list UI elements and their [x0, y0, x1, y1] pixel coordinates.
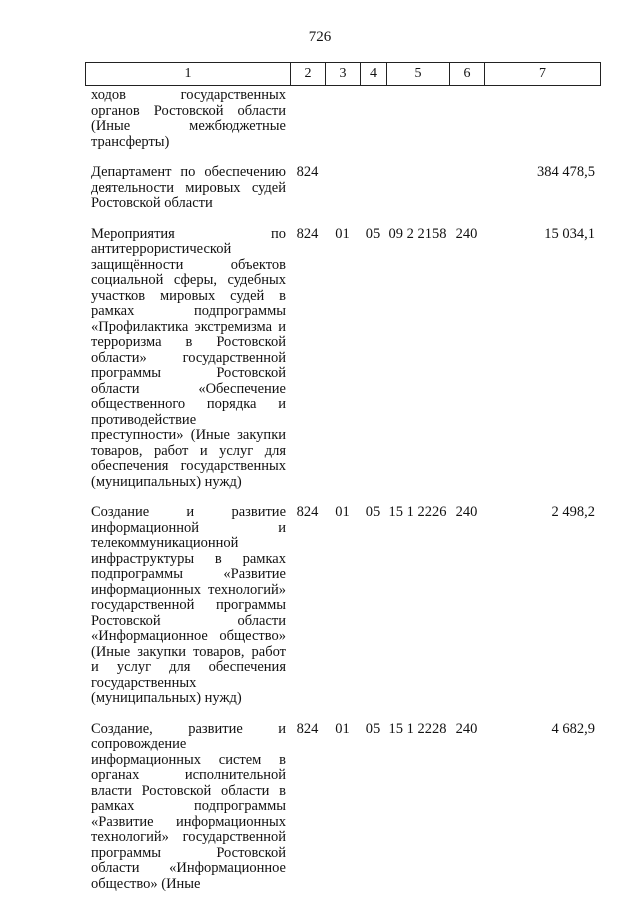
column-header-1: 1	[86, 63, 291, 86]
row-code-expense-type: 240	[455, 225, 478, 242]
row-code-expense-type: 240	[455, 504, 478, 520]
row-code-subsection: 05	[365, 720, 381, 737]
row-code-section: 01	[335, 720, 350, 737]
row-code-section: 01	[335, 504, 350, 520]
row-description: Создание и развитие информационной и телекоммуникационной инфраструктуры в рамках подпрограммы «Развитие информационных технологий» государственной программы Ростовской области «Информационное общество» (Иные закупки товаров, работ и услуг для обеспечения государственных (муниципальных) нужд)	[91, 504, 286, 706]
row-code-ministry	[290, 88, 325, 150]
page-number: 726	[308, 29, 332, 45]
row-description: ходов государственных органов Ростовской области (Иные межбюджетные трансферты)	[91, 87, 286, 150]
row-amount: 4 682,9	[551, 720, 595, 737]
row-code-ministry: 824	[296, 504, 319, 520]
column-header-6: 6	[450, 63, 485, 86]
row-code-target: 15 1 2226	[388, 504, 447, 520]
row-code-ministry: 824	[296, 225, 319, 242]
row-code-expense-type: 240	[455, 720, 478, 737]
row-code-section: 01	[335, 225, 350, 242]
table-row	[85, 227, 600, 491]
row-code-subsection	[360, 165, 386, 212]
row-code-expense-type	[449, 88, 484, 150]
row-code-ministry: 824	[296, 164, 319, 180]
column-header-7: 7	[485, 63, 601, 86]
row-code-expense-type	[449, 165, 484, 212]
row-code-target	[386, 165, 449, 212]
row-code-target	[386, 88, 449, 150]
row-code-ministry: 824	[296, 720, 319, 737]
row-code-target: 09 2 2158	[388, 225, 447, 242]
row-amount: 384 478,5	[537, 164, 595, 180]
row-amount: 15 034,1	[544, 225, 595, 242]
row-code-section	[325, 165, 360, 212]
row-amount	[484, 88, 600, 150]
column-header-3: 3	[326, 63, 361, 86]
row-description: Создание, развитие и сопровождение информационных систем в органах исполнительной власти Ростовской области в рамках подпрограммы «Развитие информационных технологий» государственной программы Ростовской области «Информационное общество» (Иные	[91, 720, 286, 892]
row-amount: 2 498,2	[551, 504, 595, 520]
table-row	[85, 88, 600, 150]
table-row	[85, 722, 600, 893]
table-header	[85, 62, 601, 86]
row-description: Департамент по обеспечению деятельности мировых судей Ростовской области	[91, 164, 286, 211]
row-code-subsection: 05	[365, 225, 381, 242]
row-code-subsection: 05	[365, 504, 381, 520]
row-code-section	[325, 88, 360, 150]
table-row	[85, 505, 600, 707]
table-row	[85, 165, 600, 212]
row-description: Мероприятия по антитеррористической защищённости объектов социальной сферы, судебных участков мировых судей в рамках подпрограммы «Профилактика экстремизма и терроризма в Ростовской области» государственной программы Ростовской области «Обеспечение общественного порядка и противодействие преступности» (Иные закупки товаров, работ и услуг для обеспечения государственных (муниципальных) нужд)	[91, 225, 286, 490]
table-body	[85, 88, 600, 907]
column-header-4: 4	[361, 63, 387, 86]
column-header-5: 5	[387, 63, 450, 86]
column-header-2: 2	[291, 63, 326, 86]
row-code-subsection	[360, 88, 386, 150]
row-code-target: 15 1 2228	[388, 720, 447, 737]
